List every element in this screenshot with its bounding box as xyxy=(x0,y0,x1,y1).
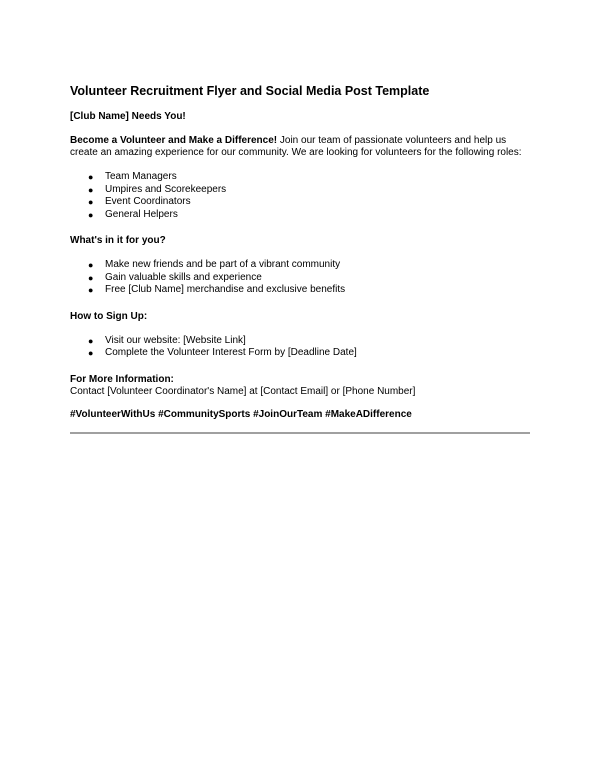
bullet-icon: ● xyxy=(88,348,94,358)
benefit-label: Free [Club Name] merchandise and exclusive benefits xyxy=(105,284,346,295)
bullet-icon: ● xyxy=(88,285,94,295)
list-item xyxy=(70,259,530,272)
bullet-icon: ● xyxy=(88,172,94,182)
list-item xyxy=(70,272,530,285)
signup-step-label: Visit our website: [Website Link] xyxy=(105,334,246,346)
bullet-icon: ● xyxy=(88,272,94,283)
hashtags: #VolunteerWithUs #CommunitySports #JoinOurTeam #MakeADifference xyxy=(70,408,412,420)
document-title: Volunteer Recruitment Flyer and Social Media Post Template xyxy=(70,84,430,98)
list-item xyxy=(70,171,530,184)
horizontal-divider xyxy=(70,432,530,434)
signup-step-label: Complete the Volunteer Interest Form by [Deadline Date] xyxy=(105,347,357,358)
benefit-label: Make new friends and be part of a vibrant community xyxy=(105,259,341,270)
roles-list xyxy=(70,171,530,221)
bullet-icon: ● xyxy=(88,209,94,220)
document-page xyxy=(70,84,530,434)
role-label: General Helpers xyxy=(105,208,178,220)
list-item xyxy=(70,209,530,222)
role-label: Event Coordinators xyxy=(105,196,191,207)
role-label: Team Managers xyxy=(105,171,177,182)
list-item xyxy=(70,335,530,348)
benefits-list xyxy=(70,259,530,297)
bullet-icon: ● xyxy=(88,197,94,207)
bullet-icon: ● xyxy=(88,260,94,270)
signup-list xyxy=(70,335,530,360)
list-item xyxy=(70,196,530,209)
headline: [Club Name] Needs You! xyxy=(70,111,186,122)
info-text: Contact [Volunteer Coordinator's Name] at [Contact Email] or [Phone Number] xyxy=(70,385,416,397)
list-item xyxy=(70,284,530,297)
intro-text: Join our team of passionate volunteers and help us create an amazing experience for our community. We are looking for volunteers for the following roles: xyxy=(70,135,522,158)
list-item xyxy=(70,184,530,197)
signup-heading: How to Sign Up: xyxy=(70,310,148,322)
bullet-icon: ● xyxy=(88,335,94,346)
intro-paragraph xyxy=(70,135,530,158)
benefits-heading: What's in it for you? xyxy=(70,235,166,246)
benefit-label: Gain valuable skills and experience xyxy=(105,271,262,283)
list-item xyxy=(70,347,530,360)
intro-bold: Become a Volunteer and Make a Difference! xyxy=(70,135,278,146)
info-heading: For More Information: xyxy=(70,373,174,385)
bullet-icon: ● xyxy=(88,184,94,195)
role-label: Umpires and Scorekeepers xyxy=(105,183,227,195)
